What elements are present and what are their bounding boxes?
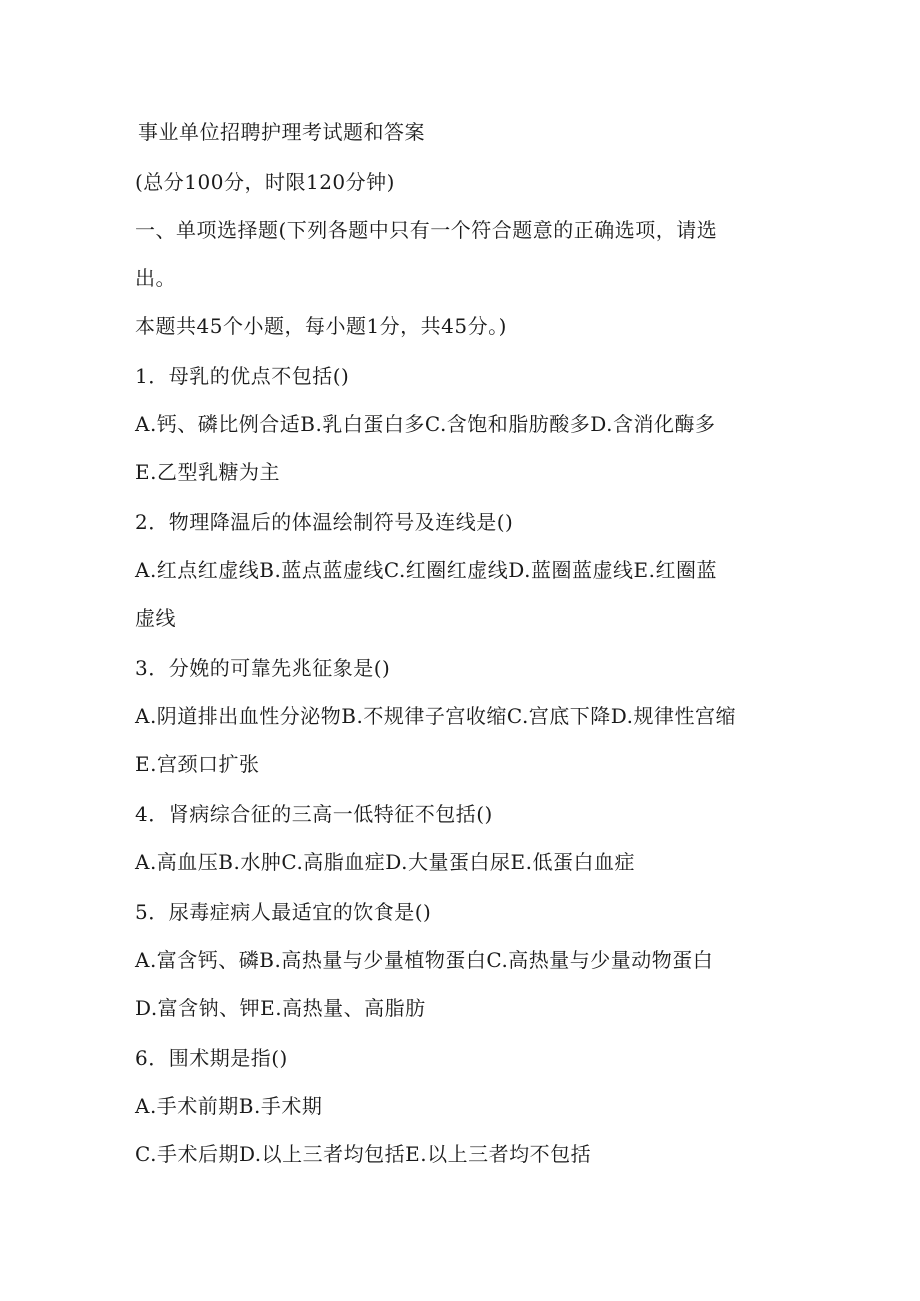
question-6-stem: 6．围术期是指() [135,1046,288,1070]
question-1-stem: 1．母乳的优点不包括() [135,364,350,388]
question-2-stem: 2．物理降温后的体温绘制符号及连线是() [135,510,514,534]
document-title: 事业单位招聘护理考试题和答案 [138,120,425,144]
question-5-stem: 5．尿毒症病人最适宜的饮食是() [135,900,432,924]
section-heading-line-1: 一、单项选择题(下列各题中只有一个符合题意的正确选项，请选 [135,218,718,242]
question-2-options-line-1: A.红点红虚线B.蓝点蓝虚线C.红圈红虚线D.蓝圈蓝虚线E.红圈蓝 [135,558,717,582]
question-5-options-line-1: A.富含钙、磷B.高热量与少量植物蛋白C.高热量与少量动物蛋白 [135,948,714,972]
question-4-stem: 4．肾病综合征的三高一低特征不包括() [135,802,493,826]
question-4-options-line-1: A.高血压B.水肿C.高脂血症D.大量蛋白尿E.低蛋白血症 [135,850,635,874]
document-subtitle: (总分100分，时限120分钟) [135,170,395,194]
question-1-options-line-2: E.乙型乳糖为主 [135,460,280,484]
question-3-options-line-1: A.阴道排出血性分泌物B.不规律子宫收缩C.宫底下降D.规律性宫缩 [135,704,736,728]
question-1-options-line-1: A.钙、磷比例合适B.乳白蛋白多C.含饱和脂肪酸多D.含消化酶多 [135,412,716,436]
question-5-options-line-2: D.富含钠、钾E.高热量、高脂肪 [135,996,426,1020]
question-3-options-line-2: E.宫颈口扩张 [135,752,260,776]
question-6-options-line-1: A.手术前期B.手术期 [135,1094,323,1118]
question-6-options-line-2: C.手术后期D.以上三者均包括E.以上三者均不包括 [135,1142,592,1166]
section-heading-line-2: 出。 [135,266,176,290]
question-3-stem: 3．分娩的可靠先兆征象是() [135,656,391,680]
question-2-options-line-2: 虚线 [135,606,176,630]
section-heading-line-3: 本题共45个小题，每小题1分，共45分。) [135,314,507,338]
